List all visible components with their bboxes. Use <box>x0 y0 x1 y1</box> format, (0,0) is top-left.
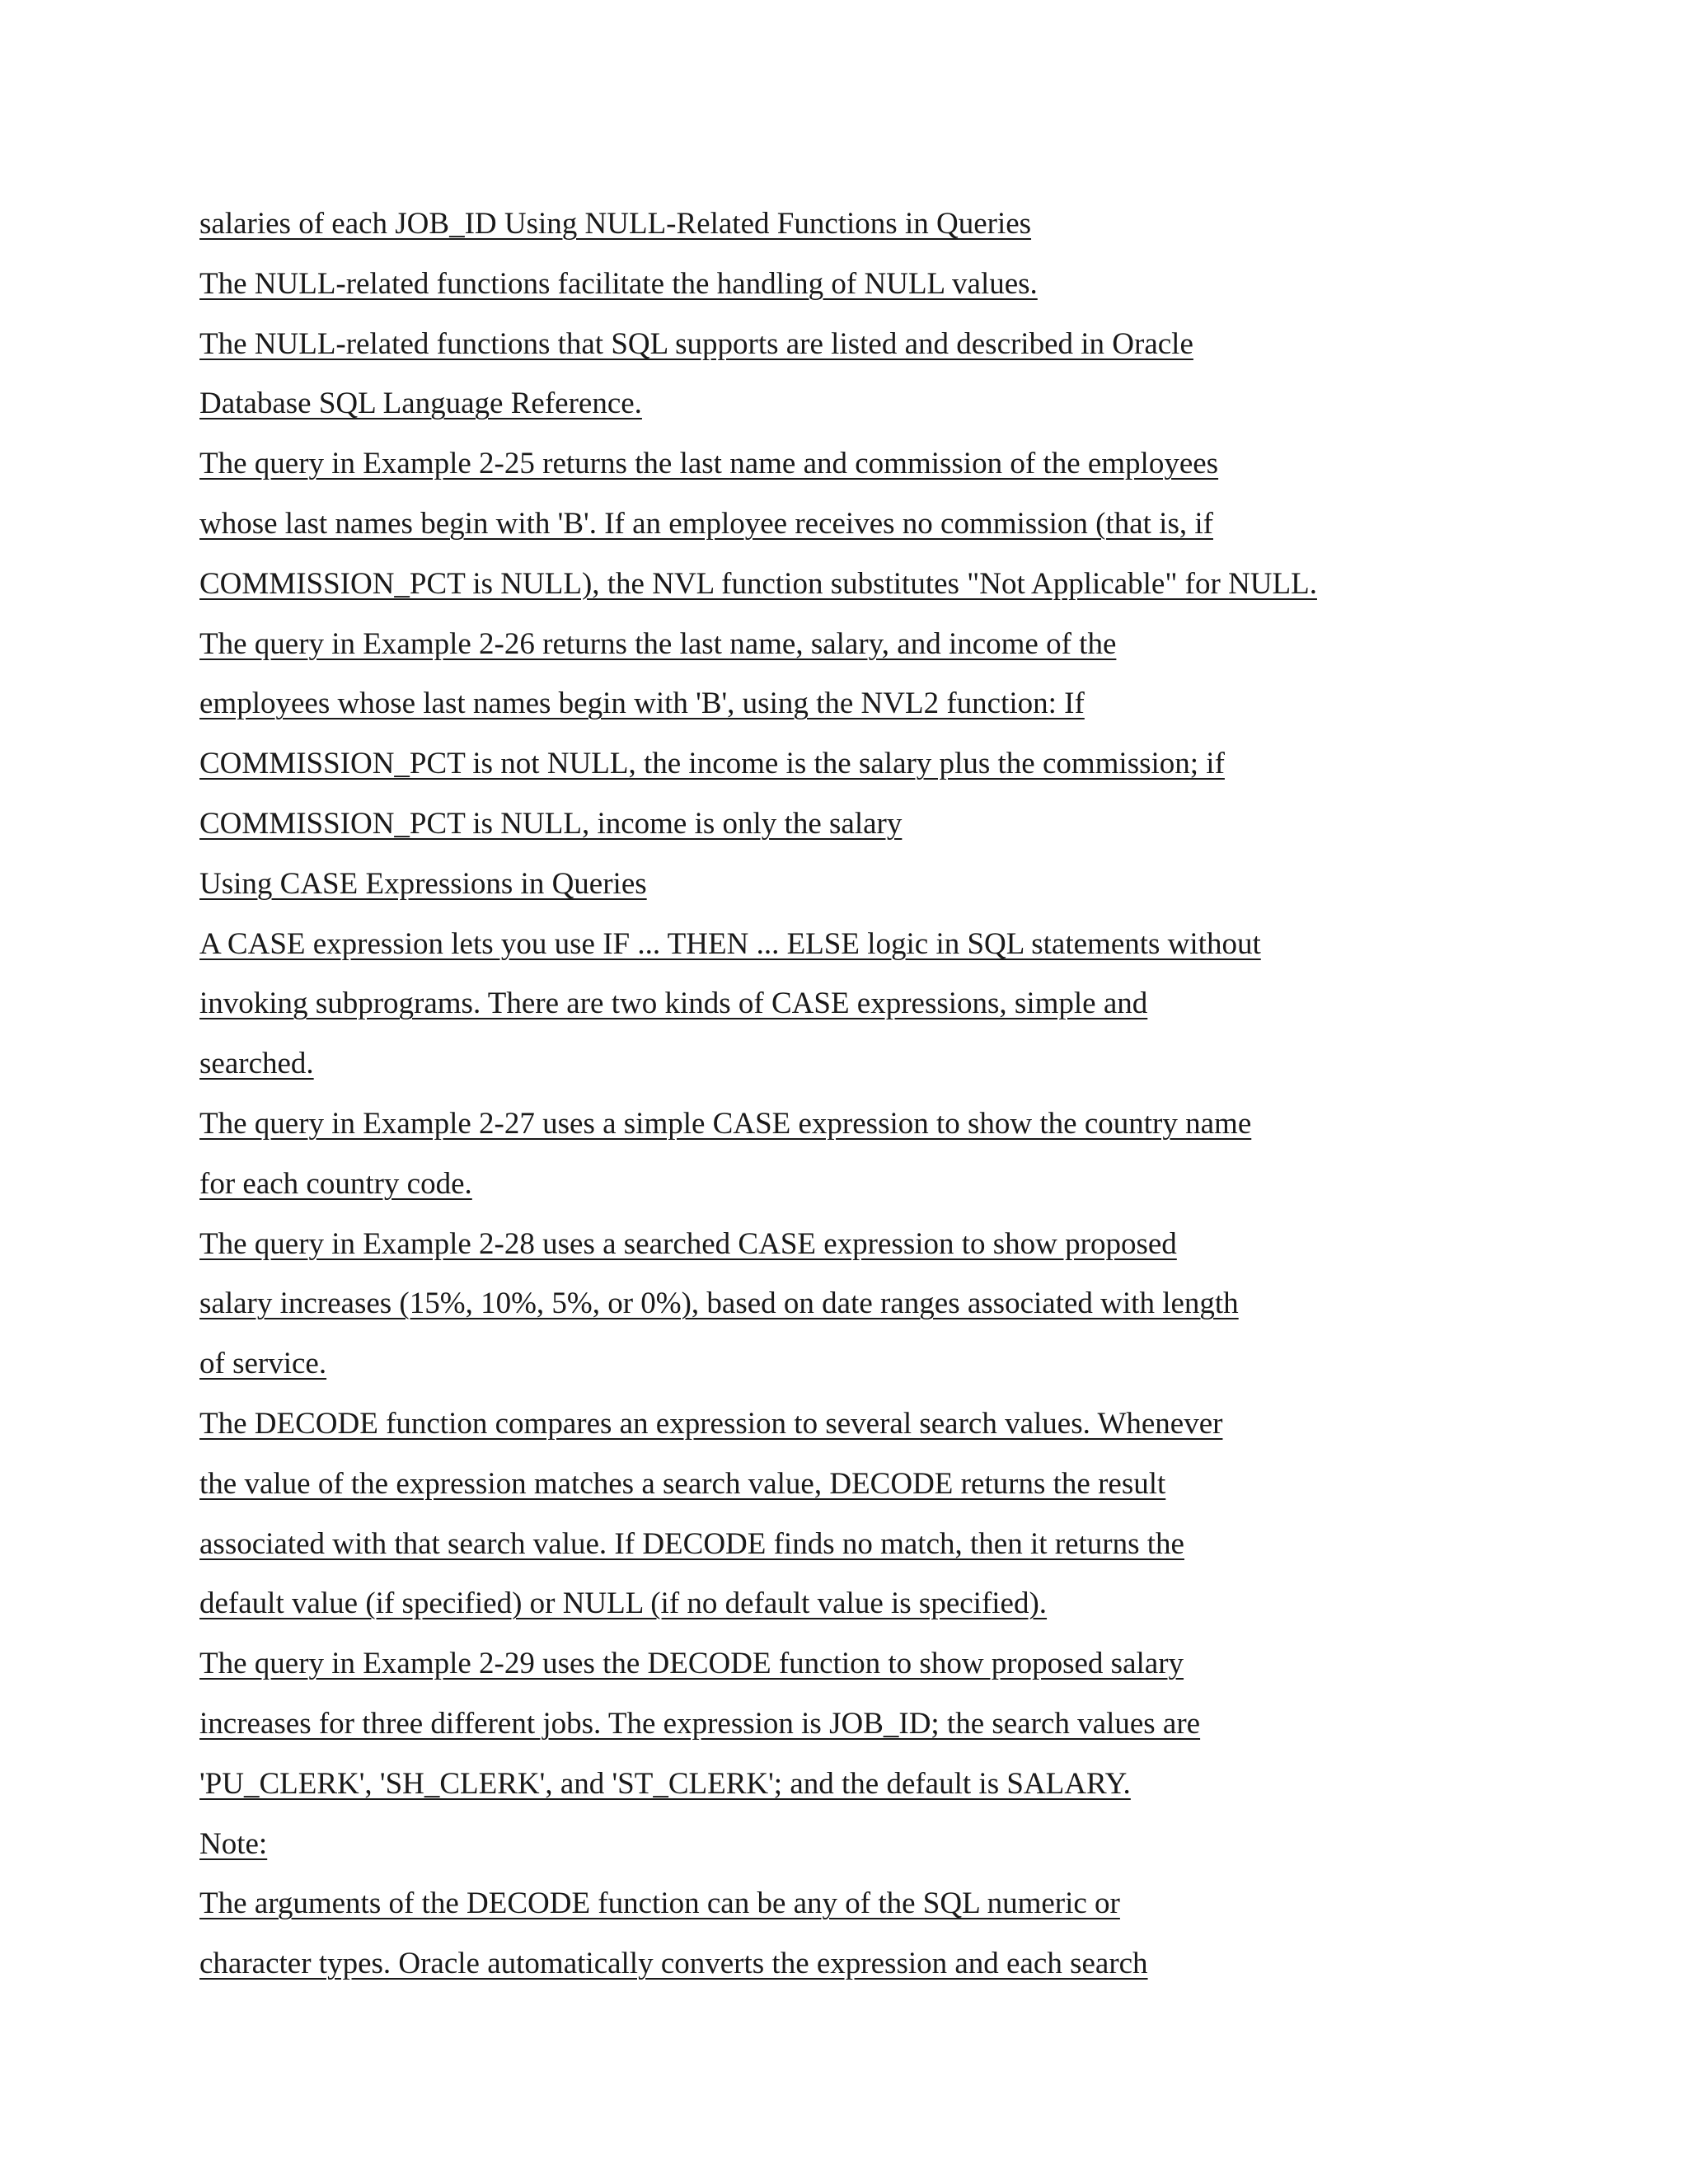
text-line[interactable]: The NULL-related functions that SQL supports are listed and described in Oracle <box>199 326 1193 361</box>
text-line[interactable]: character types. Oracle automatically converts the expression and each search <box>199 1947 1148 1981</box>
text-line[interactable]: employees whose last names begin with 'B', using the NVL2 function: If <box>199 687 1085 721</box>
text-line[interactable]: The arguments of the DECODE function can be any of the SQL numeric or <box>199 1886 1120 1921</box>
text-line[interactable]: salaries of each JOB_ID Using NULL-Related Functions in Queries <box>199 207 1032 241</box>
text-line[interactable]: whose last names begin with 'B'. If an employee receives no commission (that is, if <box>199 506 1213 541</box>
text-line[interactable]: The query in Example 2-27 uses a simple CASE expression to show the country name <box>199 1106 1252 1141</box>
text-line[interactable]: Database SQL Language Reference. <box>199 387 642 421</box>
text-line[interactable]: The DECODE function compares an expression to several search values. Whenever <box>199 1406 1223 1441</box>
text-line[interactable]: salary increases (15%, 10%, 5%, or 0%), based on date ranges associated with length <box>199 1286 1239 1321</box>
note-label[interactable]: Note: <box>199 1826 268 1861</box>
text-line[interactable]: of service. <box>199 1347 327 1381</box>
text-line[interactable]: default value (if specified) or NULL (if no default value is specified). <box>199 1586 1048 1621</box>
text-line[interactable]: The query in Example 2-25 returns the last name and commission of the employees <box>199 447 1219 481</box>
text-line[interactable]: increases for three different jobs. The expression is JOB_ID; the search values are <box>199 1706 1201 1741</box>
text-line[interactable]: The query in Example 2-29 uses the DECODE function to show proposed salary <box>199 1647 1184 1681</box>
text-line[interactable]: A CASE expression lets you use IF ... THEN ... ELSE logic in SQL statements without <box>199 926 1261 961</box>
text-line[interactable]: invoking subprograms. There are two kinds of CASE expressions, simple and <box>199 987 1148 1021</box>
text-line[interactable]: The query in Example 2-28 uses a searched CASE expression to show proposed <box>199 1226 1177 1261</box>
section-heading-case-expressions[interactable]: Using CASE Expressions in Queries <box>199 866 647 901</box>
text-line[interactable]: the value of the expression matches a search value, DECODE returns the result <box>199 1466 1166 1501</box>
text-line[interactable]: The query in Example 2-26 returns the last name, salary, and income of the <box>199 626 1117 661</box>
text-line[interactable]: The NULL-related functions facilitate the handling of NULL values. <box>199 266 1038 301</box>
text-line[interactable]: associated with that search value. If DECODE finds no match, then it returns the <box>199 1526 1184 1561</box>
text-line[interactable]: searched. <box>199 1047 314 1081</box>
text-line[interactable]: 'PU_CLERK', 'SH_CLERK', and 'ST_CLERK'; and the default is SALARY. <box>199 1766 1131 1801</box>
text-line[interactable]: COMMISSION_PCT is NULL, income is only the salary <box>199 806 903 841</box>
text-line[interactable]: for each country code. <box>199 1166 472 1201</box>
text-line[interactable]: COMMISSION_PCT is NULL), the NVL function substitutes "Not Applicable" for NULL. <box>199 566 1317 601</box>
text-line[interactable]: COMMISSION_PCT is not NULL, the income is the salary plus the commission; if <box>199 747 1225 781</box>
body-text <box>199 194 1601 1994</box>
